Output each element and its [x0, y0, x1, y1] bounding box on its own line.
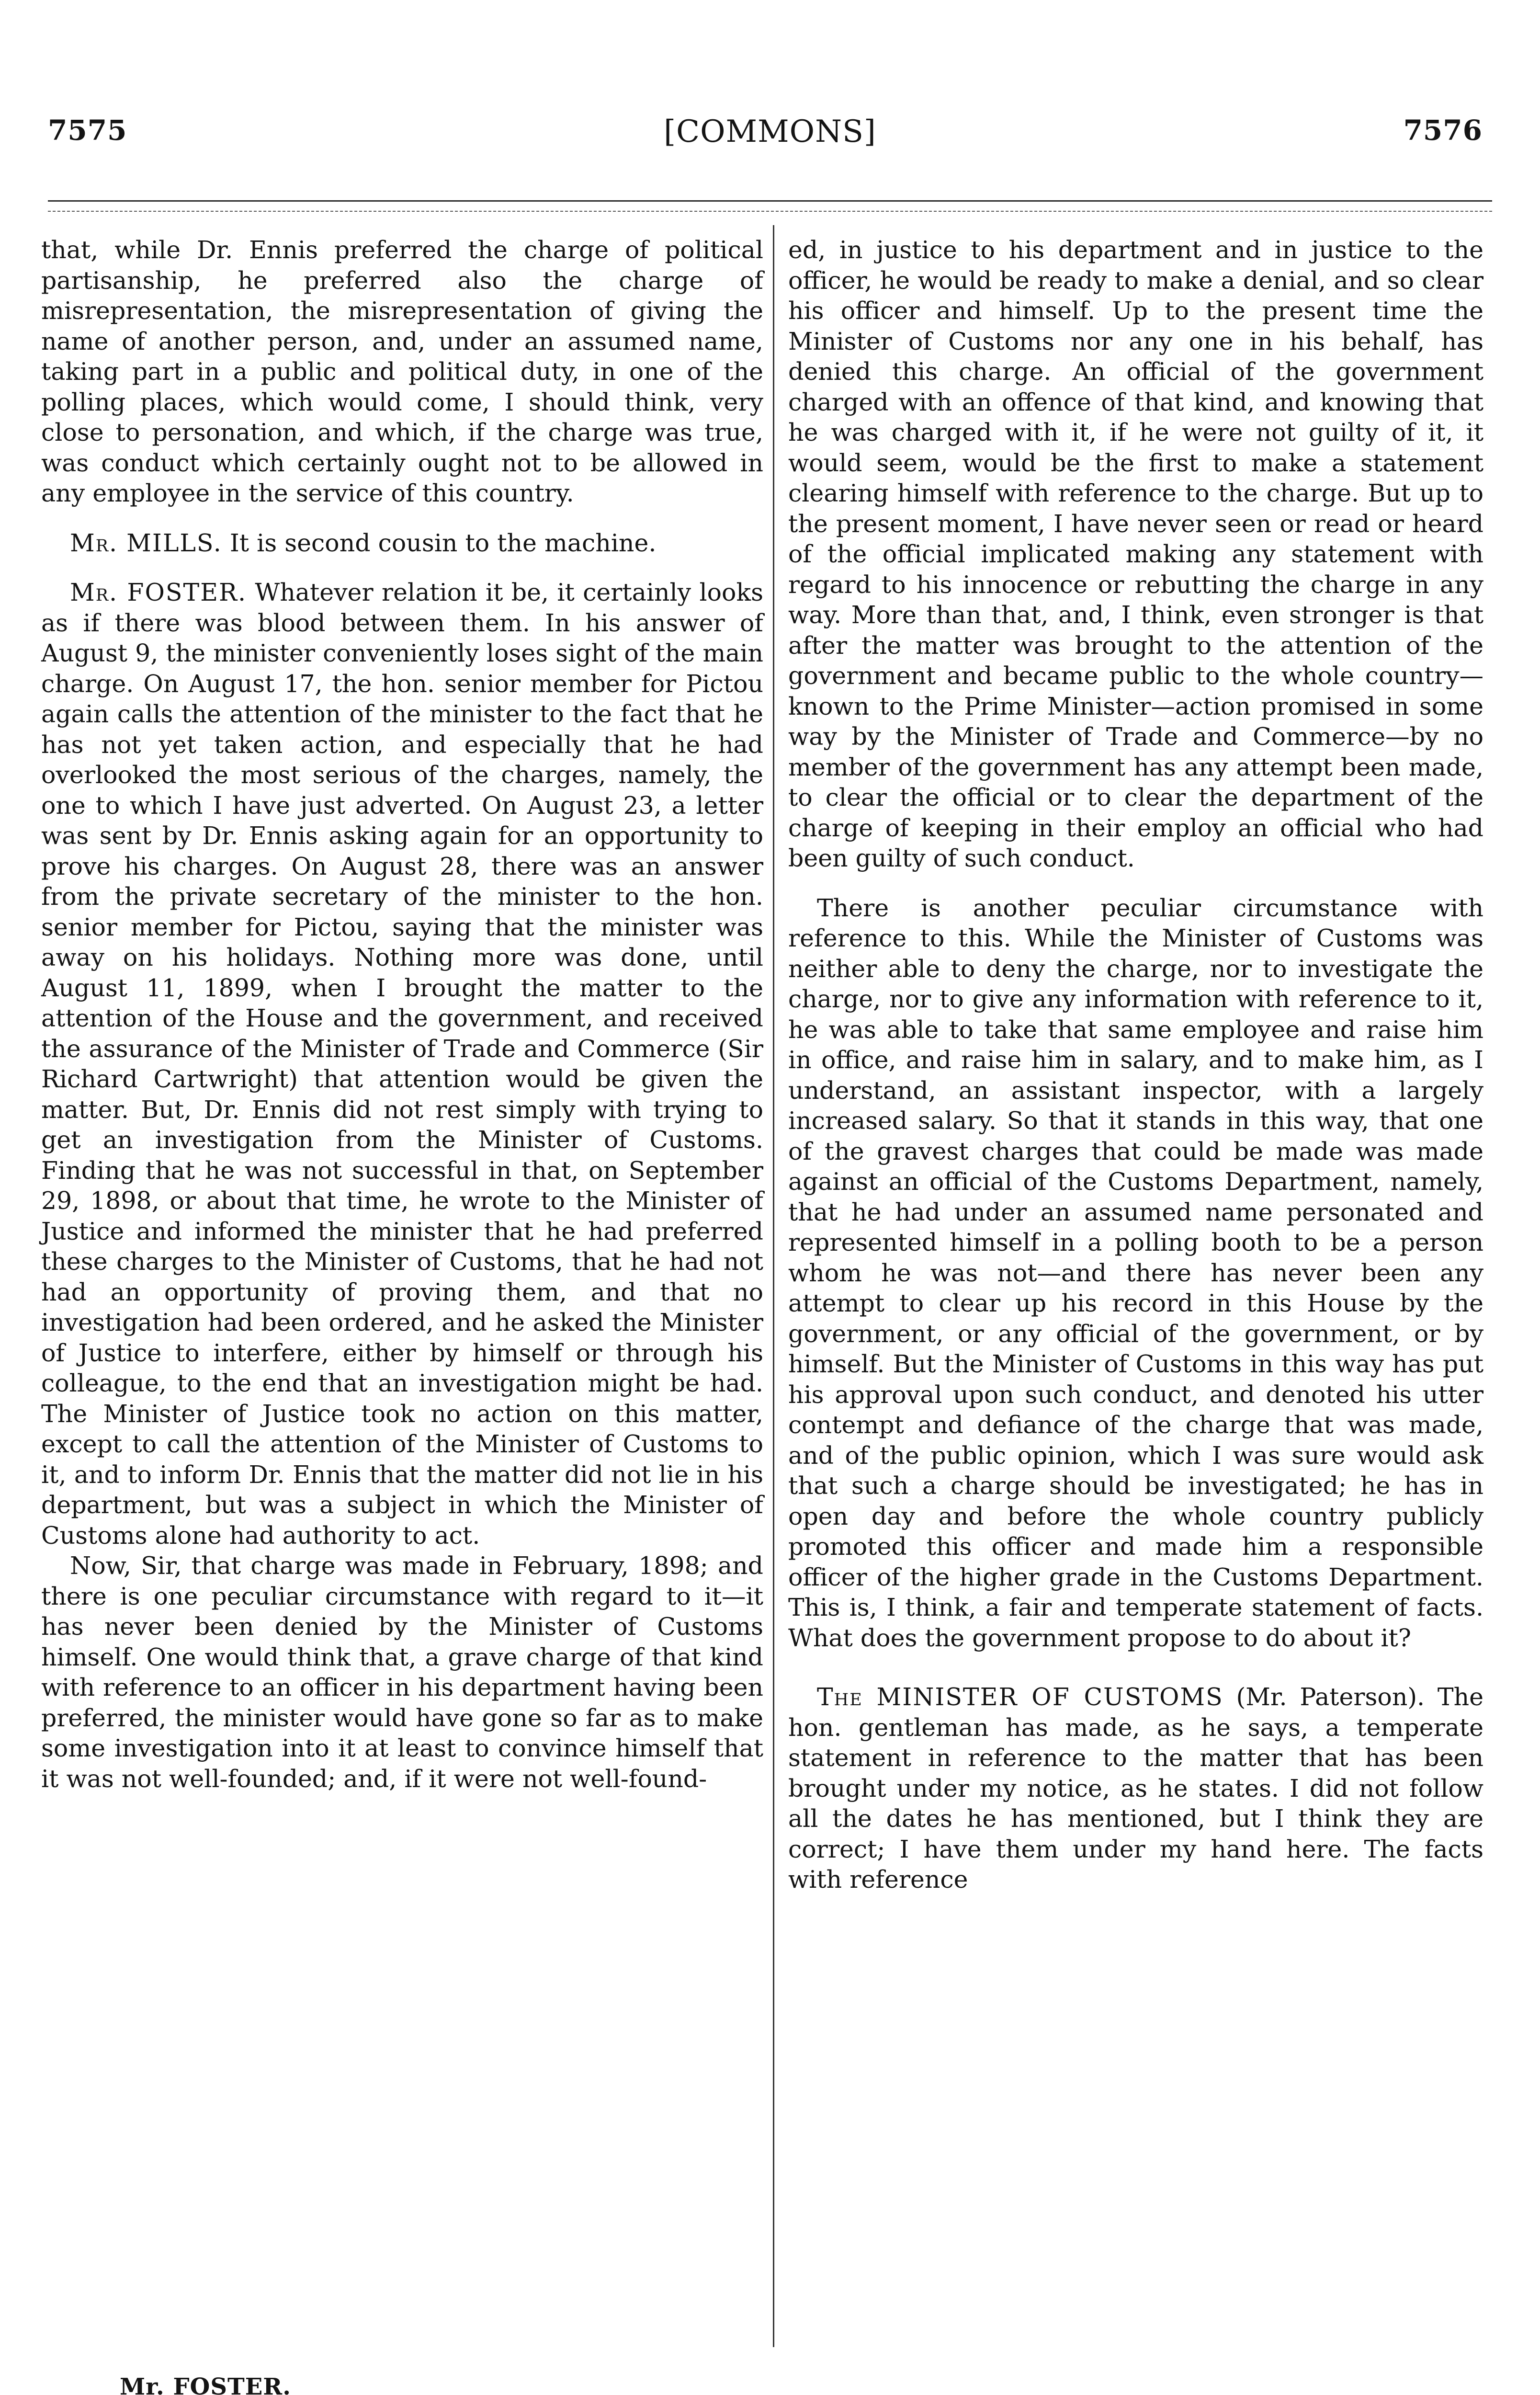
page-header	[0, 0, 1540, 201]
speech-text: (Mr. Paterson). The hon. gentleman has made, as he says, a temperate statement in reference to the matter that has been brought under my notice, as he states. I did not follow all the dates he has mentioned, but I think they are correct; I have them under my hand here. The facts with reference	[788, 1683, 1483, 1893]
left-paragraph-1: that, while Dr. Ennis preferred the charge of political partisanship, he preferred also the charge of misrepresentation, the misrepresentation of giving the name of another person, and, under an assumed name, taking part in a public and political duty, in one of the polling places, which would come, I should think, very close to personation, and which, if the charge was true, was conduct which certainly ought not to be allowed in any employee in the service of this country.	[41, 236, 763, 507]
speech-text: It is second cousin to the machine.	[229, 528, 657, 557]
left-column	[41, 235, 763, 1794]
right-paragraph-minister	[788, 1682, 1483, 1895]
page-footer-speaker: Mr. FOSTER.	[120, 2373, 291, 2395]
right-column	[788, 235, 1483, 1895]
left-paragraph-mills	[41, 528, 763, 559]
right-paragraph-2: There is another peculiar circumstance with reference to this. While the Minister of Customs was neither able to deny the charge, nor to investigate the charge, nor to give any information with reference to it, he was able to take that same employee and raise him in office, and raise him in salary, and to make him, as I understand, an assistant inspector, with a largely increased salary. So that it stands in this way, that one of the gravest charges that could be made was made against an official of the Customs Department, namely, that he had under an assumed name personated and represented himself in a polling booth to be a person whom he was not—and there has never been any attempt to clear up his record in this House by the government, or any official of the government, or by himself. But the Minister of Customs in this way has put his approval upon such conduct, and denoted his utter contempt and defiance of the charge that was made, and of the public opinion, which I was sure would ask that such a charge should be investigated; he has in open day and before the whole country publicly promoted this officer and made him a responsible officer of the higher grade in the Customs Department. This is, I think, a fair and temperate statement of facts. What does the government propose to do about it?	[788, 893, 1483, 1652]
speech-text: Whatever relation it be, it certainly looks as if there was blood between them. In his answer of August 9, the minister conveniently loses sight of the main charge. On August 17, the hon. senior member for Pictou again calls the attention of the minister to the fact that he has not yet taken action, and especially that he had overlooked the most serious of the charges, namely, the one to which I have just adverted. On August 23, a letter was sent by Dr. Ennis asking again for an opportunity to prove his charges. On August 28, there was an answer from the private secretary of the minister to the hon. senior member for Pictou, saying that the minister was away on his holidays. Nothing more was done, until August 11, 1899, when I brought the matter to the attention of the House and the government, and received the assurance of the Minister of Trade and Commerce (Sir Richard Cartwright) that attention would be given the matter. But, Dr. Ennis did not rest simply with trying to get an investigation from the Minister of Customs. Finding that he was not successful in that, on September 29, 1898, or about that time, he wrote to the Minister of Justice and informed the minister that he had preferred these charges to the Minister of Customs, that he had not had an opportunity of proving them, and that no investigation had been ordered, and he asked the Minister of Justice to interfere, either by himself or through his colleague, to the end that an investigation might be had. The Minister of Justice took no action on this matter, except to call the attention of the Minister of Customs to it, and to inform Dr. Ennis that the matter did not lie in his department, but was a subject in which the Minister of Customs alone had authority to act.	[41, 578, 763, 1550]
column-divider	[773, 225, 774, 2347]
left-page-number: 7575	[48, 114, 127, 147]
header-rule	[48, 200, 1492, 202]
left-paragraph-foster	[41, 577, 763, 1551]
right-page-number: 7576	[1403, 114, 1483, 147]
speaker-name: Mr. MILLS.	[70, 528, 222, 557]
chamber-title: [COMMONS]	[664, 114, 876, 149]
speaker-name: The MINISTER OF CUSTOMS	[817, 1683, 1223, 1711]
header-rule-secondary	[48, 211, 1492, 212]
speaker-name: Mr. FOSTER.	[70, 578, 247, 606]
left-paragraph-4: Now, Sir, that charge was made in February, 1898; and there is one peculiar circumstance with regard to it—it has never been denied by the Minister of Customs himself. One would think that, a grave charge of that kind with reference to an officer in his department having been preferred, the minister would have gone so far as to make some investigation into it at least to convince himself that it was not well-founded; and, if it were not well-found-	[41, 1551, 763, 1793]
right-paragraph-1: ed, in justice to his department and in justice to the officer, he would be ready to make a denial, and so clear his officer and himself. Up to the present time the Minister of Customs nor any one in his behalf, has denied this charge. An official of the government charged with an offence of that kind, and knowing that he was charged with it, if he were not guilty of it, it would seem, would be the first to make a statement clearing himself with reference to the charge. But up to the present moment, I have never seen or read or heard of the official implicated making any statement with regard to his innocence or rebutting the charge in any way. More than that, and, I think, even stronger is that after the matter was brought to the attention of the government and became public to the whole country—known to the Prime Minister—action promised in some way by the Minister of Trade and Commerce—by no member of the government has any attempt been made, to clear the official or to clear the department of the charge of keeping in their employ an official who had been guilty of such conduct.	[788, 236, 1483, 872]
